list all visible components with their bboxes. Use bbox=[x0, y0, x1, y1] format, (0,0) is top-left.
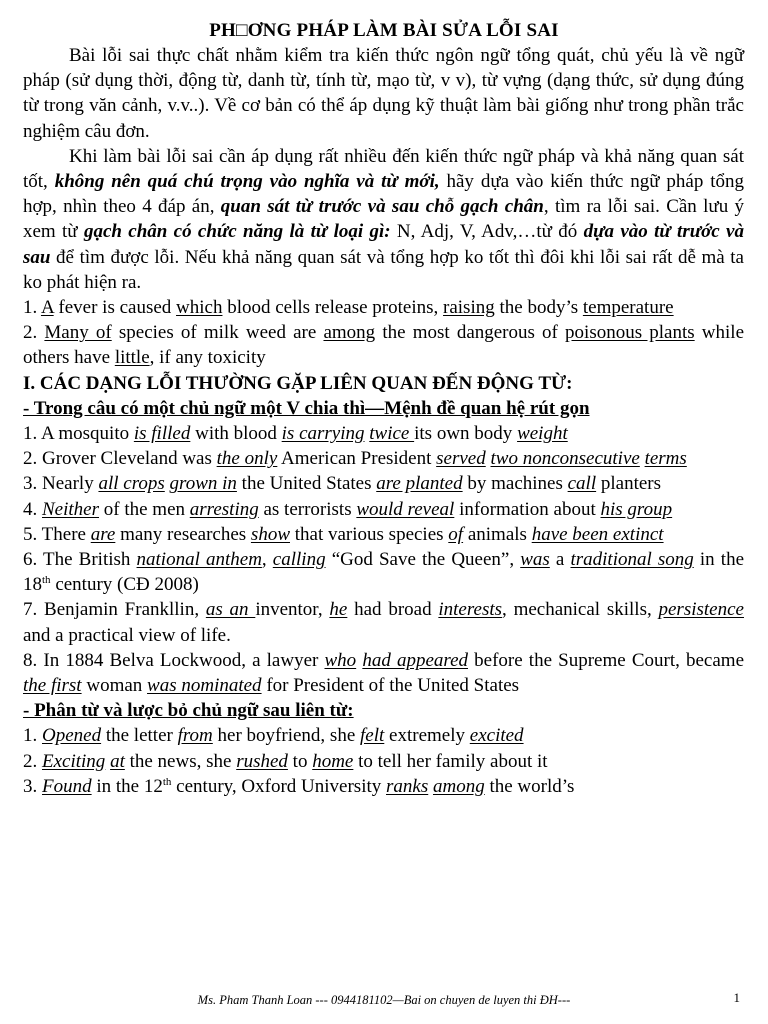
underlined-option: he bbox=[329, 599, 348, 621]
text-run: species of milk weed are bbox=[111, 322, 324, 344]
underlined-option: all crops bbox=[98, 473, 165, 495]
underlined-option: is carrying bbox=[281, 423, 365, 445]
text-run: 7. Benjamin Frankllin, bbox=[23, 599, 206, 621]
emphasis-text: gạch chân có chức năng là từ loại gì: bbox=[83, 221, 391, 243]
exercise-item-2 bbox=[23, 446, 744, 471]
underlined-option: felt bbox=[360, 725, 385, 747]
underlined-option: temperature bbox=[582, 297, 674, 319]
text-run: many researches bbox=[115, 523, 251, 545]
underlined-option: arresting bbox=[189, 498, 259, 520]
text-run: 1. bbox=[23, 725, 42, 747]
text-run: the news, she bbox=[124, 750, 237, 772]
text-run: 4. bbox=[23, 498, 42, 520]
text-run: of the men bbox=[99, 498, 190, 520]
underlined-option: two nonconsecutive bbox=[490, 448, 640, 470]
underlined-option: had appeared bbox=[362, 649, 469, 671]
emphasis-text: quan sát từ trước và sau chỗ gạch chân bbox=[220, 196, 544, 218]
text-run: information about bbox=[454, 498, 601, 520]
text-run: 6. The British bbox=[23, 549, 137, 571]
text-run: blood cells release proteins, bbox=[222, 297, 444, 319]
underlined-option: was bbox=[520, 549, 550, 571]
text-run: while others have bbox=[23, 322, 745, 369]
text-run: hãy dựa vào kiến thức ngữ pháp tổng hợp, nhìn theo 4 đáp án, bbox=[23, 171, 744, 218]
superscript: th bbox=[162, 775, 172, 788]
text-run: , bbox=[261, 549, 273, 571]
underlined-option: served bbox=[436, 448, 486, 470]
text-run: for President of the United States bbox=[261, 675, 520, 697]
emphasis-text: dựa vào từ trước và sau bbox=[23, 221, 744, 268]
exercise-item-3 bbox=[23, 471, 744, 496]
text-run: the most dangerous of bbox=[375, 322, 566, 344]
page-title: PH□ƠNG PHÁP LÀM BÀI SỬA LỖI SAI bbox=[209, 20, 559, 41]
text-run: 2. bbox=[23, 750, 42, 772]
text-run: 8. In 1884 Belva Lockwood, a lawyer bbox=[23, 649, 325, 671]
underlined-option: poisonous plants bbox=[565, 322, 695, 344]
text-run: a bbox=[549, 549, 571, 571]
text-run: 3. Nearly bbox=[23, 473, 99, 495]
underlined-option: is filled bbox=[133, 423, 191, 445]
text-run: and a practical view of life. bbox=[23, 624, 231, 646]
underlined-option: national anthem bbox=[136, 549, 262, 571]
text-run: by machines bbox=[462, 473, 568, 495]
text-run: woman bbox=[81, 675, 148, 697]
underlined-option: home bbox=[312, 750, 354, 772]
text-run: 1. bbox=[23, 297, 41, 319]
underlined-option: call bbox=[567, 473, 597, 495]
text-run: 2. Grover Cleveland was bbox=[23, 448, 217, 470]
text-run: to tell her family about it bbox=[353, 750, 548, 772]
text-run: the United States bbox=[236, 473, 377, 495]
underlined-option: Neither bbox=[42, 498, 99, 520]
text-run: planters bbox=[596, 473, 662, 495]
exercise-item-1 bbox=[23, 421, 744, 446]
exercise-item-7 bbox=[23, 597, 744, 647]
text-run: the body’s bbox=[494, 297, 583, 319]
underlined-option: which bbox=[176, 297, 223, 319]
text-run: inventor, bbox=[255, 599, 330, 621]
exercise-item-4 bbox=[23, 497, 744, 522]
exercise-item-b1 bbox=[23, 723, 744, 748]
underlined-option: was nominated bbox=[147, 675, 262, 697]
exercise-item-8 bbox=[23, 648, 744, 698]
text-run: , tìm ra lỗi sai. Cần lưu ý xem từ bbox=[23, 196, 745, 243]
underlined-option: as an bbox=[205, 599, 256, 621]
page-number: 1 bbox=[733, 990, 740, 1005]
underlined-option: Opened bbox=[42, 725, 102, 747]
text-run: “God Save the Queen”, bbox=[325, 549, 521, 571]
text-run: century (CĐ 2008) bbox=[50, 574, 199, 596]
underlined-option: interests bbox=[438, 599, 503, 621]
underlined-option: excited bbox=[469, 725, 524, 747]
underlined-option: at bbox=[110, 750, 125, 772]
underlined-option: A bbox=[40, 297, 54, 319]
section-heading: I. CÁC DẠNG LỖI THƯỜNG GẶP LIÊN QUAN ĐẾN ĐỘNG TỪ: bbox=[23, 372, 573, 394]
text-run: , if any toxicity bbox=[149, 347, 266, 369]
underlined-option: from bbox=[177, 725, 213, 747]
underlined-option: his group bbox=[600, 498, 673, 520]
exercise-item-6 bbox=[23, 547, 744, 597]
text-run: her boyfriend, she bbox=[212, 725, 361, 747]
underlined-option: little bbox=[114, 347, 150, 369]
text-run: 3. bbox=[23, 775, 42, 797]
text-run: the world’s bbox=[484, 775, 575, 797]
text-run: extremely bbox=[384, 725, 470, 747]
underlined-option: twice bbox=[369, 423, 415, 445]
emphasis-text: không nên quá chú trọng vào nghĩa và từ mới, bbox=[54, 171, 440, 193]
text-run: N, Adj, V, Adv,…từ đó bbox=[390, 221, 584, 243]
subsection-heading: - Phân từ và lược bỏ chủ ngữ sau liên từ: bbox=[23, 700, 354, 722]
page-footer: Ms. Pham Thanh Loan --- 0944181102—Bai on chuyen de luyen thi ĐH--- bbox=[197, 993, 571, 1007]
text-run: that various species bbox=[290, 523, 449, 545]
underlined-option: raising bbox=[443, 297, 495, 319]
subsection-heading: - Trong câu có một chủ ngữ một V chia thì—Mệnh đề quan hệ rút gọn bbox=[23, 397, 590, 419]
text-run: để tìm được lỗi. Nếu khả năng quan sát và tổng hợp ko tốt thì đôi khi lỗi sai rất dễ mà ta ko phát hiện ra. bbox=[23, 246, 744, 293]
underlined-option: traditional song bbox=[570, 549, 694, 571]
underlined-option: have been extinct bbox=[531, 523, 664, 545]
intro-paragraph-1: Bài lỗi sai thực chất nhằm kiểm tra kiến thức ngôn ngữ tổng quát, chủ yếu là về ngữ pháp (sử dụng thời, động từ, danh từ, tính từ, mạo từ, v v), từ vựng (dạng thức, sử dụng đúng từ trong văn cảnh, v.v..). Về cơ bản có thể áp dụng kỹ thuật làm bài giống như trong phần trắc nghiệm câu đơn. bbox=[23, 45, 744, 142]
underlined-option: among bbox=[323, 322, 376, 344]
text-run: 2. bbox=[23, 322, 45, 344]
exercise-item-5 bbox=[23, 522, 744, 547]
underlined-option: persistence bbox=[658, 599, 744, 621]
text-run: 1. A mosquito bbox=[23, 423, 134, 445]
exercise-item-b2 bbox=[23, 749, 744, 774]
text-run: with blood bbox=[190, 423, 282, 445]
text-run: in the 12 bbox=[91, 775, 163, 797]
document-body bbox=[23, 43, 744, 799]
text-run: 5. There bbox=[23, 523, 91, 545]
text-run: its own body bbox=[414, 423, 518, 445]
text-run: the letter bbox=[101, 725, 178, 747]
text-run: animals bbox=[463, 523, 532, 545]
underlined-option: Many of bbox=[44, 322, 112, 344]
underlined-option: Found bbox=[42, 775, 92, 797]
underlined-option: would reveal bbox=[356, 498, 455, 520]
text-run: as terrorists bbox=[258, 498, 357, 520]
text-run: to bbox=[287, 750, 313, 772]
underlined-option: rushed bbox=[236, 750, 288, 772]
text-run: American President bbox=[277, 448, 437, 470]
text-run: before the Supreme Court, became bbox=[468, 649, 745, 671]
text-run: in the 18 bbox=[23, 549, 745, 596]
underlined-option: calling bbox=[272, 549, 326, 571]
text-run: century, Oxford University bbox=[171, 775, 386, 797]
text-run: fever is caused bbox=[53, 297, 177, 319]
underlined-option: among bbox=[432, 775, 485, 797]
underlined-option: ranks bbox=[386, 775, 429, 797]
underlined-option: are bbox=[90, 523, 116, 545]
underlined-option: of bbox=[448, 523, 464, 545]
underlined-option: are planted bbox=[376, 473, 463, 495]
underlined-option: terms bbox=[644, 448, 687, 470]
intro-example-1 bbox=[23, 295, 744, 320]
intro-example-2 bbox=[23, 320, 744, 370]
underlined-option: show bbox=[250, 523, 290, 545]
underlined-option: the only bbox=[216, 448, 278, 470]
underlined-option: Exciting bbox=[42, 750, 106, 772]
text-run: had broad bbox=[347, 599, 439, 621]
underlined-option: the first bbox=[23, 675, 82, 697]
exercise-item-b3 bbox=[23, 774, 744, 799]
superscript: th bbox=[42, 574, 51, 587]
underlined-option: who bbox=[324, 649, 357, 671]
text-run: , mechanical skills, bbox=[502, 599, 659, 621]
text-run: Khi làm bài lỗi sai cần áp dụng rất nhiều đến kiến thức ngữ pháp và khả năng quan sát tốt, bbox=[23, 145, 744, 193]
underlined-option: weight bbox=[517, 423, 568, 445]
underlined-option: grown in bbox=[169, 473, 237, 495]
intro-paragraph-2 bbox=[23, 144, 744, 295]
